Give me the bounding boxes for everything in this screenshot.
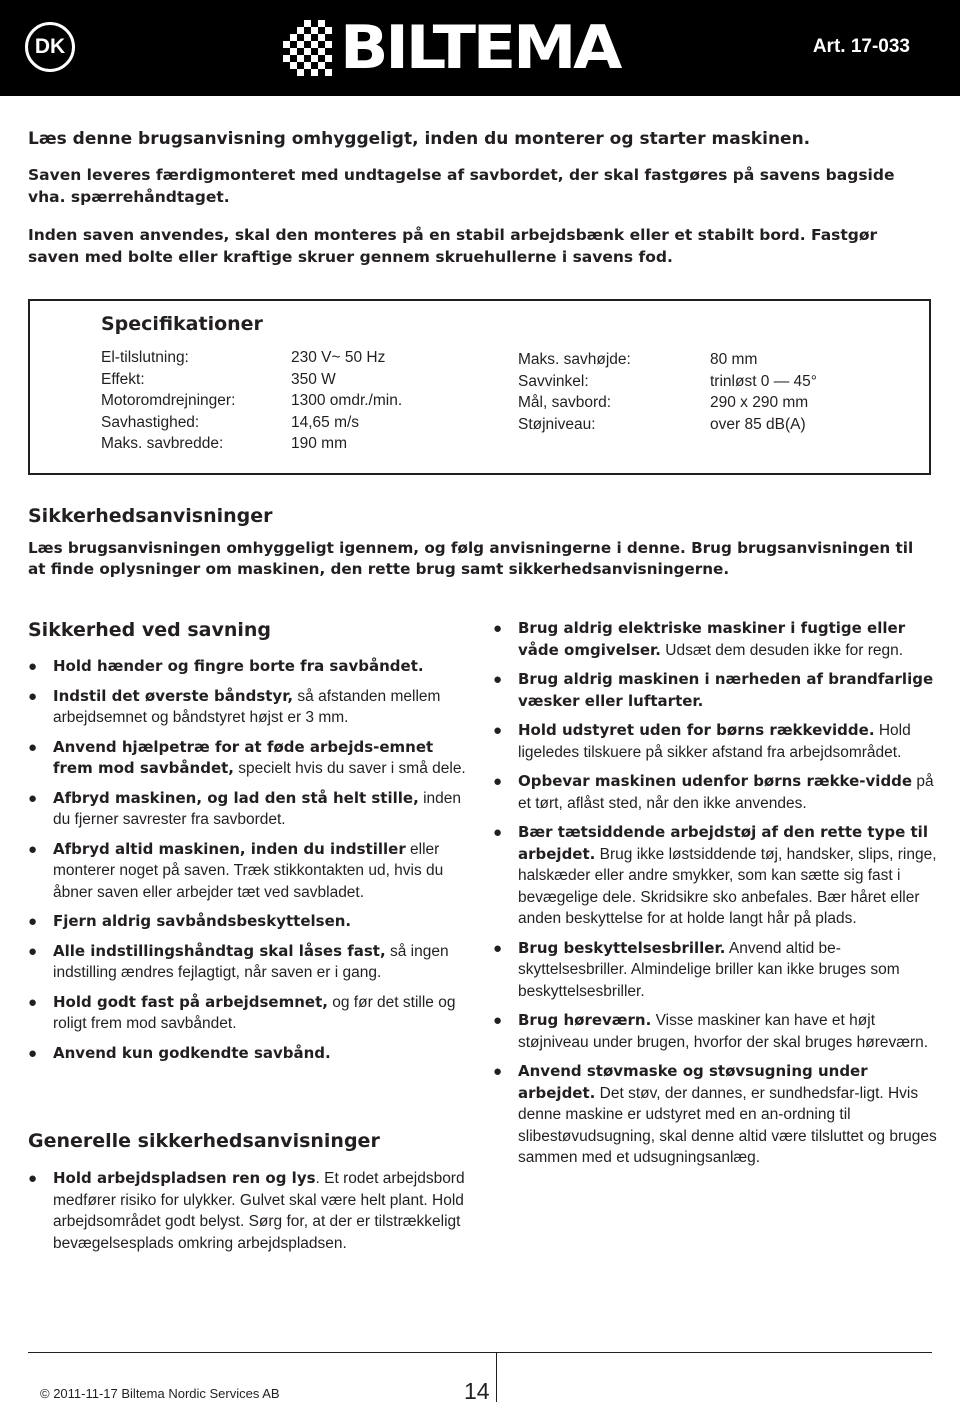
spec-labels-left [101, 347, 235, 455]
spec-label: El-tilslutning: [101, 349, 189, 366]
spec-value: 230 V~ 50 Hz [291, 349, 386, 366]
item-bold: Alle indstillingshåndtag skal låses fast, [53, 941, 386, 960]
general-safety-list [28, 1168, 468, 1262]
spec-label: Maks. savbredde: [101, 435, 224, 452]
list-item [493, 938, 938, 1003]
bullet-icon: ● [493, 773, 503, 790]
sawing-safety-heading: Sikkerhed ved savning [28, 619, 272, 641]
brand-wordmark: BILTEMA [340, 13, 620, 83]
item-text: inden du fjerner savrester fra savbordet. [53, 789, 462, 828]
list-item [28, 992, 468, 1035]
item-text: Visse maskiner kan have et højt støjniveau under brugen, hvorfor der skal bruges høreværn. [518, 1012, 929, 1051]
item-bold: Fjern aldrig savbåndsbeskyttelsen. [53, 912, 352, 930]
bullet-icon: ● [28, 687, 38, 705]
footer-tick [496, 1352, 497, 1402]
list-item [493, 669, 938, 712]
item-bold: Afbryd altid maskinen, inden du indstiller [53, 839, 406, 858]
spec-value: 290 x 290 mm [710, 394, 809, 411]
item-bold: Brug beskyttelsesbriller. [518, 938, 726, 957]
intro-paragraph-1: Læs denne brugsanvisning omhyggeligt, inden du monterer og starter maskinen. [28, 129, 811, 149]
specifications-box [28, 299, 931, 475]
item-text: på et tørt, aflåst sted, når den ikke anvendes. [518, 773, 934, 812]
list-item [493, 771, 938, 814]
checkered-flag-icon [276, 20, 332, 76]
bullet-icon: ● [28, 1044, 38, 1062]
brand-logo [276, 13, 620, 83]
specifications-title: Specifikationer [101, 313, 263, 335]
item-text: Hold ligeledes tilskuere på sikker afstand fra arbejdsområdet. [518, 722, 911, 761]
bullet-icon: ● [493, 671, 503, 688]
item-text: specielt hvis du saver i små dele. [234, 760, 466, 777]
item-bold: Brug aldrig maskinen i nærheden af brandfarlige væsker eller luftarter. [518, 670, 934, 710]
spec-label: Mål, savbord: [518, 394, 612, 411]
spec-values-right [710, 349, 817, 435]
bullet-icon: ● [493, 1012, 503, 1029]
spec-value: 80 mm [710, 351, 758, 368]
list-item [28, 737, 468, 780]
right-safety-list [493, 618, 938, 1177]
item-text: så afstanden mellem arbejdsemnet og båndstyret højst er 3 mm. [53, 687, 441, 726]
item-text: eller monterer noget på saven. Træk stikkontakten ud, hvis du åbner saven eller arbejder tæt ved savbladet. [53, 840, 444, 901]
spec-label: Effekt: [101, 370, 145, 388]
item-bold: Hold udstyret uden for børns rækkevidde. [518, 721, 875, 739]
item-text: Anvend altid be-skyttelsesbriller. Almindelige briller kan ikke bruges som beskyttelsesbriller. [518, 939, 900, 1000]
spec-labels-right [518, 349, 631, 435]
list-item [493, 1010, 938, 1053]
spec-values-left [291, 347, 402, 455]
footer-copyright: © 2011-11-17 Biltema Nordic Services AB [40, 1386, 280, 1401]
bullet-icon: ● [28, 738, 38, 756]
spec-value: 14,65 m/s [291, 413, 360, 431]
spec-label: Støjniveau: [518, 415, 596, 433]
list-item [493, 618, 938, 661]
bullet-icon: ● [28, 840, 38, 858]
list-item [493, 720, 938, 763]
list-item [28, 839, 468, 904]
item-bold: Anvend kun godkendte savbånd. [53, 1043, 331, 1062]
bullet-icon: ● [28, 658, 38, 675]
bullet-icon: ● [493, 824, 503, 841]
footer-divider [28, 1352, 932, 1353]
list-item [28, 656, 468, 678]
list-item [28, 911, 468, 933]
item-bold: Anvend støvmaske og støvsugning under arbejdet. [518, 1062, 868, 1102]
item-bold: Brug aldrig elektriske maskiner i fugtige eller våde omgivelser. [518, 619, 906, 659]
item-text: Brug ikke løstsiddende tøj, handsker, slips, ringe, halskæder eller andre smykker, som kan sætte sig fast i bevægelige dele. Skridsikre sko anbefales. Bær håret eller anden beskyttelse for at holde langt hår på plads. [518, 845, 937, 927]
list-item [493, 822, 938, 930]
bullet-icon: ● [493, 1063, 503, 1080]
item-text: Det støv, der dannes, er sundhedsfar-ligt. Hvis denne maskine er udstyret med en an-ordning til slibestøvudsugning, skal denne altid være tilsluttet og bruges sammen med et udsugningsanlæg. [518, 1084, 937, 1166]
bullet-icon: ● [28, 1170, 38, 1187]
bullet-icon: ● [493, 722, 503, 739]
item-bold: Indstil det øverste båndstyr, [53, 686, 294, 705]
item-text: så ingen indstilling ændres fejlagtigt, når saven er i gang. [53, 942, 449, 981]
spec-label: Savvinkel: [518, 372, 589, 390]
safety-intro-paragraph: Læs brugsanvisningen omhyggeligt igennem, og følg anvisningerne i denne. Brug brugsanvisningen til at finde oplysninger om maskinen, den rette brug samt sikkerhedsanvisningerne. [28, 539, 914, 578]
item-text: og før det stille og roligt frem mod savbåndet. [53, 993, 456, 1032]
spec-value: 190 mm [291, 435, 347, 452]
bullet-icon: ● [493, 620, 503, 637]
bullet-icon: ● [28, 942, 38, 960]
country-badge: DK [25, 22, 75, 72]
list-item [493, 1061, 938, 1169]
item-bold: Afbryd maskinen, og lad den stå helt stille, [53, 788, 419, 807]
header-bar [0, 0, 960, 96]
sawing-safety-list [28, 656, 468, 1072]
item-bold: Anvend hjælpetræ for at føde arbejds-emnet frem mod savbåndet, [53, 737, 434, 777]
item-bold: Bær tætsiddende arbejdstøj af den rette type til arbejdet. [518, 823, 928, 863]
item-bold: Hold hænder og fingre borte fra savbåndet. [53, 657, 424, 675]
bullet-icon: ● [28, 993, 38, 1011]
item-bold: Hold arbejdspladsen ren og lys [53, 1169, 316, 1187]
list-item [28, 1168, 468, 1254]
safety-heading: Sikkerhedsanvisninger [28, 505, 273, 527]
list-item [28, 1043, 468, 1065]
list-item [28, 941, 468, 984]
intro-paragraph-2: Saven leveres færdigmonteret med undtagelse af savbordet, der skal fastgøres på savens bagside vha. spærrehåndtaget. [28, 166, 895, 206]
spec-value: 1300 omdr./min. [291, 392, 403, 409]
spec-value: 350 W [291, 370, 336, 388]
bullet-icon: ● [28, 913, 38, 930]
list-item [28, 788, 468, 831]
intro-paragraph-3: Inden saven anvendes, skal den monteres på en stabil arbejdsbænk eller et stabilt bord. Fastgør saven med bolte eller kraftige skruer gennem skruehullerne i savens fod. [28, 226, 878, 266]
item-bold: Opbevar maskinen udenfor børns række-vidde [518, 772, 913, 790]
item-text: Udsæt dem desuden ikke for regn. [661, 641, 904, 659]
spec-label: Maks. savhøjde: [518, 351, 631, 368]
general-safety-heading: Generelle sikkerhedsanvisninger [28, 1130, 380, 1152]
spec-label: Motoromdrejninger: [101, 392, 236, 409]
bullet-icon: ● [493, 939, 503, 957]
item-bold: Hold godt fast på arbejdsemnet, [53, 992, 328, 1011]
spec-label: Savhastighed: [101, 413, 200, 431]
spec-value: trinløst 0 — 45° [710, 372, 817, 390]
bullet-icon: ● [28, 789, 38, 807]
item-bold: Brug høreværn. [518, 1011, 652, 1029]
item-text: . Et rodet arbejdsbord medfører risiko for ulykker. Gulvet skal være helt plant. Hold arbejdsområdet godt belyst. Sørg for, at der er tilstrækkeligt bevægelsesplads omkring arbejdspladsen. [53, 1170, 465, 1252]
article-number: Art. 17-033 [812, 36, 910, 57]
page-number: 14 [464, 1378, 490, 1404]
list-item [28, 686, 468, 729]
spec-value: over 85 dB(A) [710, 415, 806, 433]
